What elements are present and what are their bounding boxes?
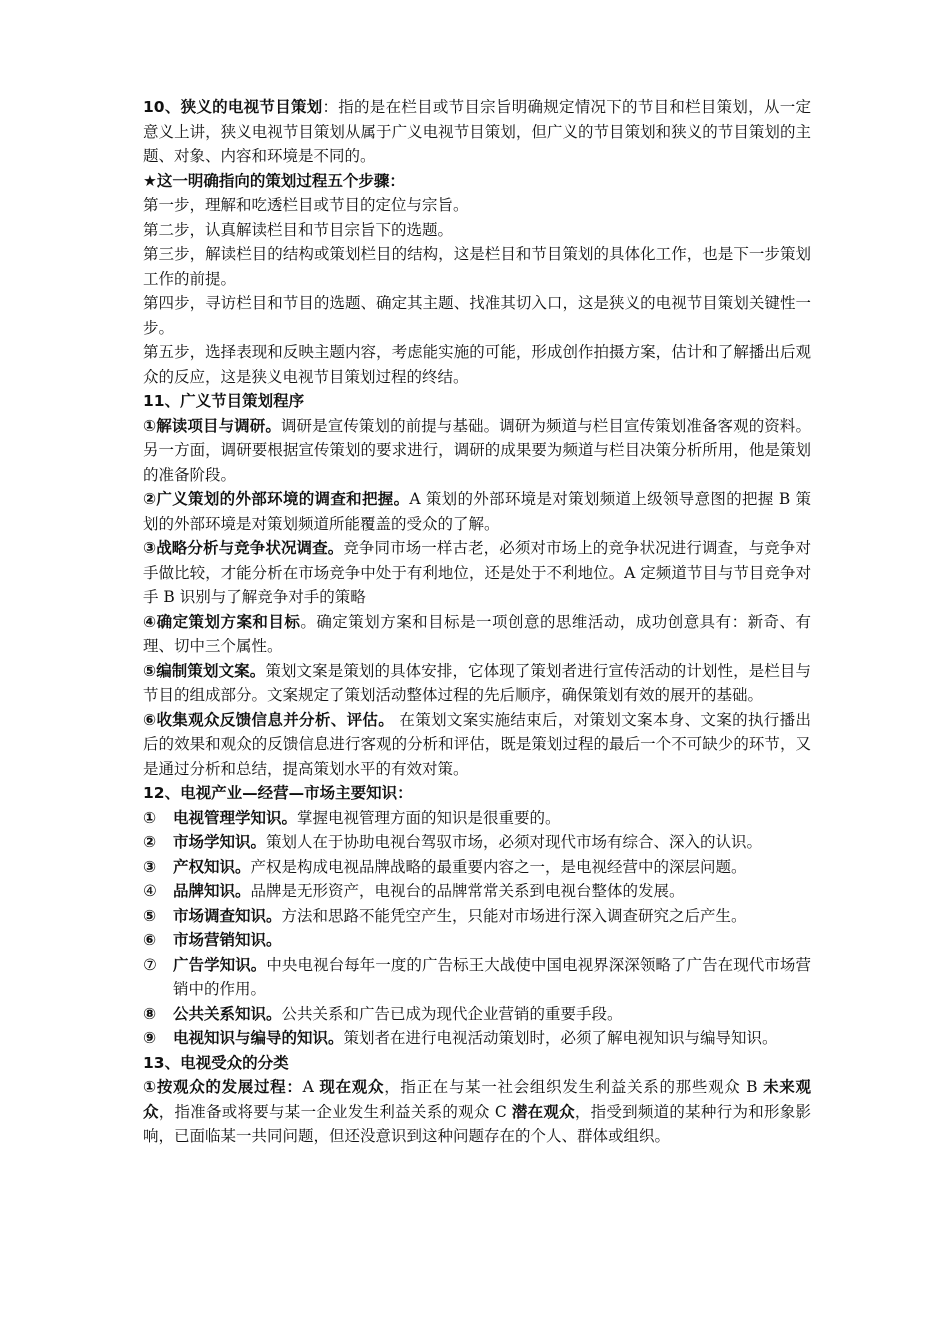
s11-item-2-head: ②广义策划的外部环境的调查和把握。 — [143, 490, 410, 508]
s11-item-6-head: ⑥收集观众反馈信息并分析、评估。 — [143, 710, 395, 729]
section-11-title: 11、广义节目策划程序 — [143, 392, 305, 410]
s13-p1-head: ①按观众的发展过程： — [143, 1078, 303, 1096]
section-10-title: 10、狭义的电视节目策划 — [143, 98, 323, 116]
s12-item-3-num: ③ — [143, 857, 157, 876]
s12-item-8-head: 公共关系知识。 — [173, 1004, 282, 1023]
s11-item-6 — [143, 708, 811, 782]
s12-item-2-body: 策划人在于协助电视台驾驭市场，必须对现代市场有综合、深入的认识。 — [266, 833, 763, 851]
s11-item-2 — [143, 487, 811, 536]
s12-item-1-num: ① — [143, 808, 157, 827]
s11-item-5-head: ⑤编制策划文案。 — [143, 661, 266, 680]
s13-paragraph-1 — [143, 1075, 811, 1149]
s11-item-4-body: 。确定策划方案和目标是一项创意的思维活动，成功创意具有：新奇、有理、切中三个属性。 — [143, 612, 811, 655]
s11-item-1-body: 调研是宣传策划的前提与基础。调研为频道与栏目宣传策划准备客观的资料。另一方面，调研要根据宣传策划的要求进行，调研的成果要为频道与栏目决策分析所用，他是策划的准备阶段。 — [143, 416, 811, 484]
s12-item-4-head: 品牌知识。 — [173, 882, 251, 900]
s12-item-9-head: 电视知识与编导的知识。 — [173, 1029, 344, 1047]
s12-item-9-body: 策划者在进行电视活动策划时，必须了解电视知识与编导知识。 — [343, 1029, 778, 1047]
s12-item-5-num: ⑤ — [143, 906, 157, 925]
s12-item-4-body: 品牌是无形资产，电视台的品牌常常关系到电视台整体的发展。 — [250, 882, 685, 900]
s11-item-1 — [143, 414, 811, 488]
s12-item-5-body: 方法和思路不能凭空产生，只能对市场进行深入调查研究之后产生。 — [281, 906, 747, 925]
s12-item-8 — [143, 1002, 811, 1027]
s12-item-7 — [143, 953, 811, 1002]
s12-item-8-num: ⑧ — [143, 1004, 157, 1023]
s12-item-4 — [143, 879, 811, 904]
s11-item-6-body: 在策划文案实施结束后，对策划文案本身、文案的执行播出后的效果和观众的反馈信息进行客观的分析和评估，既是策划过程的最后一个不可缺少的环节，又是通过分析和总结，提高策划水平的有效对策。 — [143, 710, 811, 778]
s12-item-6 — [143, 928, 811, 953]
step-2: 第二步，认真解读栏目和节目宗旨下的选题。 — [143, 220, 454, 239]
section-10-body: ：指的是在栏目或节目宗旨明确规定情况下的节目和栏目策划，从一定意义上讲，狭义电视节目策划从属于广义电视节目策划，但广义的节目策划和狭义的节目策划的主题、对象、内容和环境是不同的。 — [143, 98, 811, 165]
s11-item-5 — [143, 659, 811, 708]
s13-p1-c-bold: 潜在观众 — [511, 1102, 575, 1121]
s11-item-4-head: ④确定策划方案和目标 — [143, 612, 301, 631]
s11-item-5-body: 策划文案是策划的具体安排，它体现了策划者进行宣传活动的计划性，是栏目与节目的组成部分。文案规定了策划活动整体过程的先后顺序，确保策划有效的展开的基础。 — [143, 661, 811, 704]
s12-item-9 — [143, 1026, 811, 1051]
s12-item-1-head: 电视管理学知识。 — [173, 808, 298, 827]
s12-item-9-num: ⑨ — [143, 1029, 157, 1047]
s12-item-6-num: ⑥ — [143, 931, 157, 949]
s11-item-3-body: 竞争同市场一样古老，必须对市场上的竞争状况进行调查，与竞争对手做比较，才能分析在市场竞争中处于有利地位，还是处于不利地位。A 定频道节目与节目竞争对手 B 识别与了解竞争对手的策略 — [143, 539, 811, 606]
s13-p1-a: A — [302, 1078, 320, 1096]
section-13-title: 13、电视受众的分类 — [143, 1053, 289, 1072]
s12-item-2-num: ② — [143, 833, 157, 851]
s13-p1-b-bold: 未来观众 — [143, 1078, 811, 1121]
s13-p1-a-bold: 现在观众 — [319, 1078, 385, 1096]
s11-item-1-head: ①解读项目与调研。 — [143, 416, 281, 435]
step-3: 第三步，解读栏目的结构或策划栏目的结构，这是栏目和节目策划的具体化工作，也是下一步策划工作的前提。 — [143, 245, 811, 288]
s12-item-8-body: 公共关系和广告已成为现代企业营销的重要手段。 — [281, 1004, 623, 1023]
s11-item-3-head: ③战略分析与竞争状况调查。 — [143, 539, 344, 557]
s13-p1-c: ，指准备或将要与某一企业发生利益关系的观众 C — [158, 1102, 512, 1121]
step-4: 第四步，寻访栏目和节目的选题、确定其主题、找准其切入口，这是狭义的电视节目策划关键性一步。 — [143, 294, 811, 337]
s11-item-3 — [143, 536, 811, 610]
section-12-title: 12、电视产业—经营—市场主要知识： — [143, 784, 413, 802]
s11-item-4 — [143, 610, 811, 659]
s12-item-3 — [143, 855, 811, 880]
step-5: 第五步，选择表现和反映主题内容，考虑能实施的可能，形成创作拍摄方案，估计和了解播出后观众的反应，这是狭义电视节目策划过程的终结。 — [143, 343, 811, 386]
s11-item-2-body: A 策划的外部环境是对策划频道上级领导意图的把握 B 策划的外部环境是对策划频道所能覆盖的受众的了解。 — [143, 490, 811, 533]
s13-p1-b: ，指正在与某一社会组织发生利益关系的那些观众 B — [384, 1078, 764, 1096]
s12-item-2 — [143, 830, 811, 855]
s12-item-7-num: ⑦ — [143, 955, 157, 974]
s12-item-7-head: 广告学知识。 — [173, 955, 267, 974]
s12-item-3-body: 产权是构成电视品牌战略的最重要内容之一，是电视经营中的深层问题。 — [250, 857, 747, 876]
s12-item-4-num: ④ — [143, 882, 157, 900]
s12-item-1 — [143, 806, 811, 831]
s12-item-7-body: 中央电视台每年一度的广告标王大战使中国电视界深深领略了广告在现代市场营销中的作用。 — [173, 955, 811, 998]
s12-item-6-head: 市场营销知识。 — [173, 931, 282, 949]
s12-item-5-head: 市场调查知识。 — [173, 906, 282, 925]
section-10-star-heading: ★这一明确指向的策划过程五个步骤： — [143, 171, 405, 190]
step-1: 第一步，理解和吃透栏目或节目的定位与宗旨。 — [143, 196, 469, 214]
s12-item-3-head: 产权知识。 — [173, 857, 251, 876]
section-10-paragraph — [143, 95, 811, 169]
s12-item-1-body: 掌握电视管理方面的知识是很重要的。 — [297, 808, 561, 827]
page-content — [143, 95, 811, 1149]
s12-item-2-head: 市场学知识。 — [173, 833, 267, 851]
s12-item-5 — [143, 904, 811, 929]
s13-p1-d: ，指受到频道的某种行为和形象影响，已面临某一共同问题，但还没意识到这种问题存在的个人、群体或组织。 — [143, 1102, 811, 1145]
